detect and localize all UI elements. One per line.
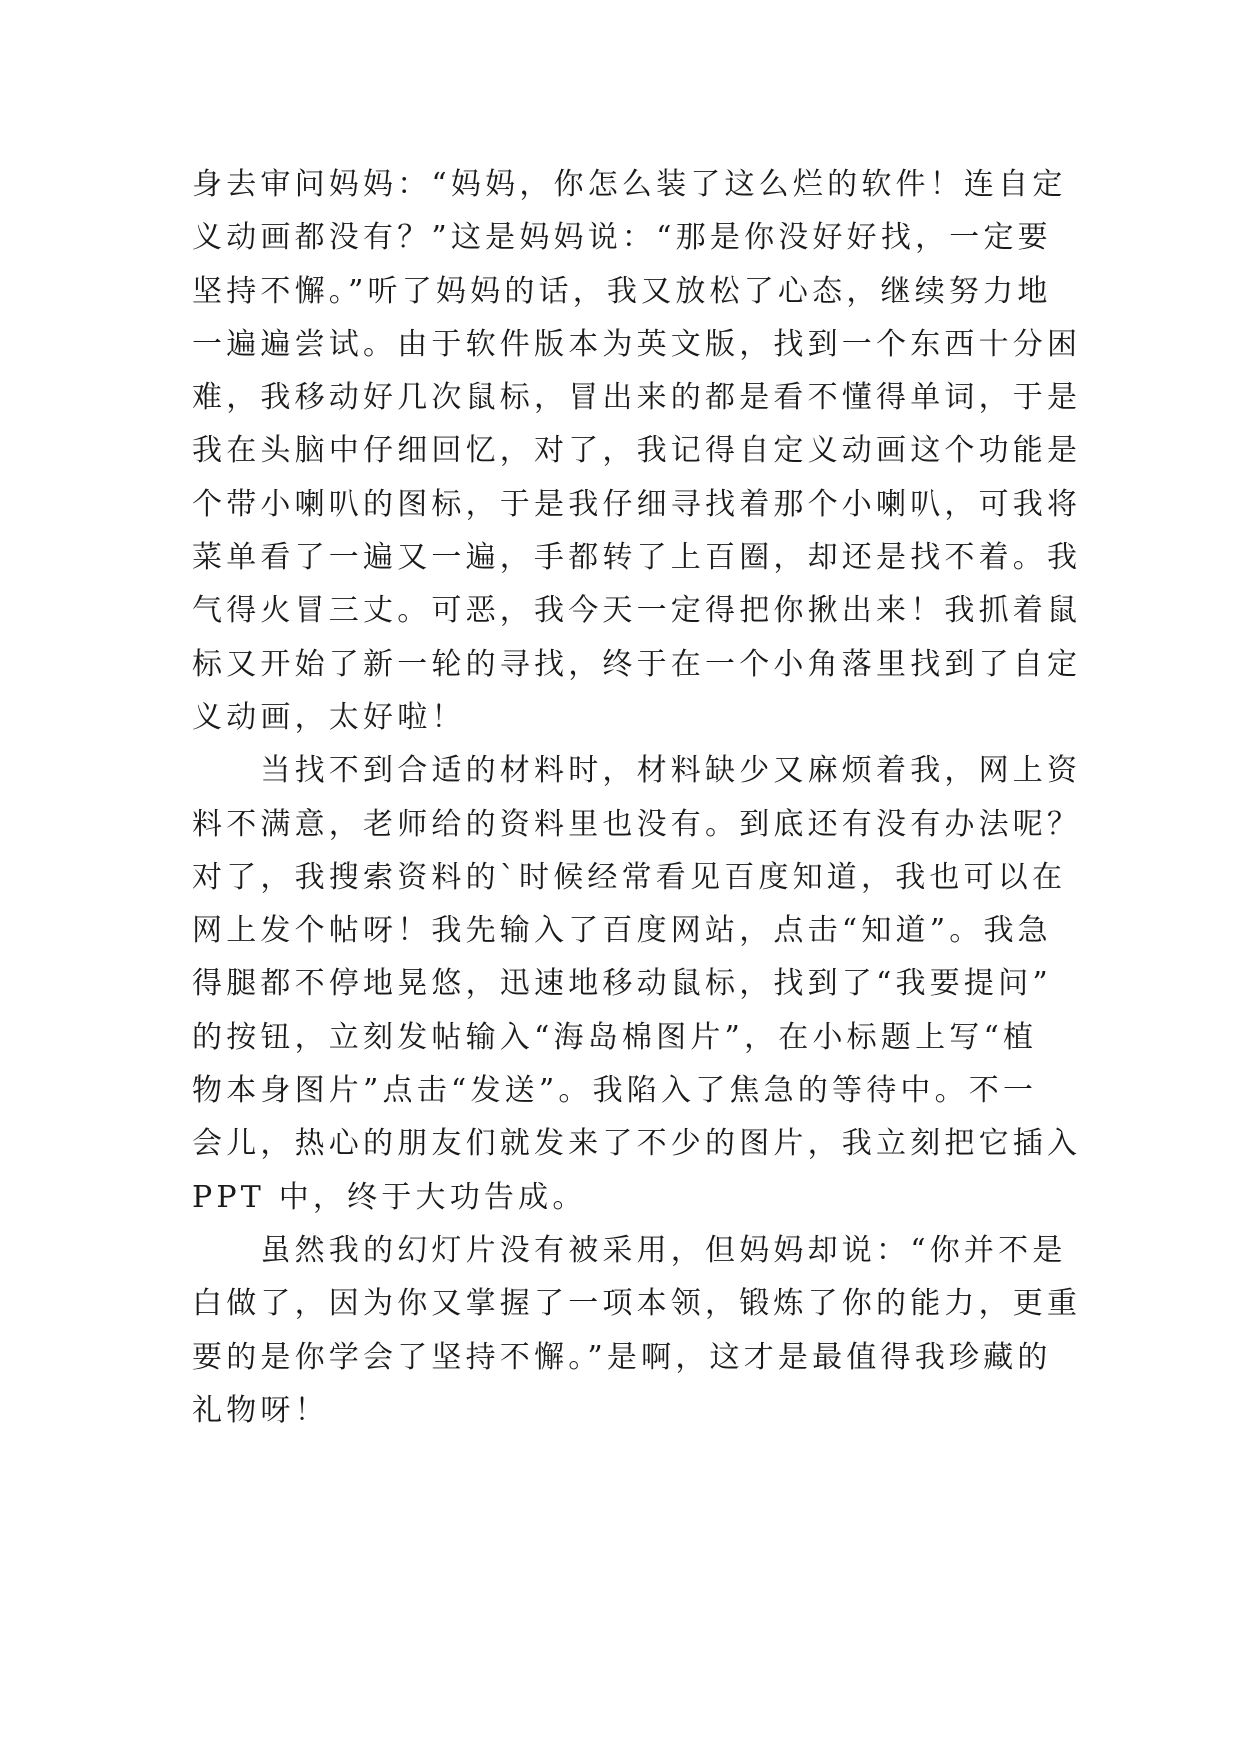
paragraph-3 [192,1224,1082,1437]
text-line: 我在头脑中仔细回忆，对了，我记得自定义动画这个功能是 [192,433,1082,469]
text-line: 当找不到合适的材料时，材料缺少又麻烦着我，网上资 [192,753,1082,789]
text-line: 网上发个帖呀！我先输入了百度网站，点击“知道”。我急 [192,913,1052,949]
text-line: 要的是你学会了坚持不懈。”是啊，这才是最值得我珍藏的 [192,1339,1052,1375]
text-line: 的按钮，立刻发帖输入“海岛棉图片”，在小标题上写“植 [192,1019,1038,1055]
text-line: 标又开始了新一轮的寻找，终于在一个小角落里找到了自定 [192,646,1082,682]
text-line: 一遍遍尝试。由于软件版本为英文版，找到一个东西十分困 [192,326,1082,362]
text-line: 气得火冒三丈。可恶，我今天一定得把你揪出来！我抓着鼠 [192,593,1082,629]
text-line: 身去审问妈妈：“妈妈，你怎么装了这么烂的软件！连自定 [192,167,1067,202]
paragraph-1 [192,158,1082,744]
text-line: 礼物呀！ [192,1392,329,1428]
text-line: PPT 中，终于大功告成。 [192,1179,587,1215]
text-line: 虽然我的幻灯片没有被采用，但妈妈却说：“你并不是 [192,1232,1067,1268]
text-line: 料不满意，老师给的资料里也没有。到底还有没有办法呢？ [192,806,1082,842]
text-line: 义动画都没有？”这是妈妈说：“那是你没好好找，一定要 [192,220,1052,256]
paragraph-2 [192,744,1082,1224]
text-line: 得腿都不停地晃悠，迅速地移动鼠标，找到了“我要提问” [192,966,1052,1002]
text-line: 会儿，热心的朋友们就发来了不少的图片，我立刻把它插入 [192,1126,1082,1162]
text-line: 白做了，因为你又掌握了一项本领，锻炼了你的能力，更重 [192,1286,1082,1322]
text-line: 难，我移动好几次鼠标，冒出来的都是看不懂得单词，于是 [192,380,1082,416]
text-line: 物本身图片”点击“发送”。我陷入了焦急的等待中。不一 [192,1073,1038,1109]
text-line: 义动画，太好啦！ [192,699,466,735]
text-line: 坚持不懈。”听了妈妈的话，我又放松了心态，继续努力地 [192,273,1052,309]
text-line: 个带小喇叭的图标，于是我仔细寻找着那个小喇叭，可我将 [192,486,1082,522]
text-line: 菜单看了一遍又一遍，手都转了上百圈，却还是找不着。我 [192,540,1082,576]
document-body [192,158,1082,1437]
text-line: 对了，我搜索资料的`时候经常看见百度知道，我也可以在 [192,859,1067,895]
